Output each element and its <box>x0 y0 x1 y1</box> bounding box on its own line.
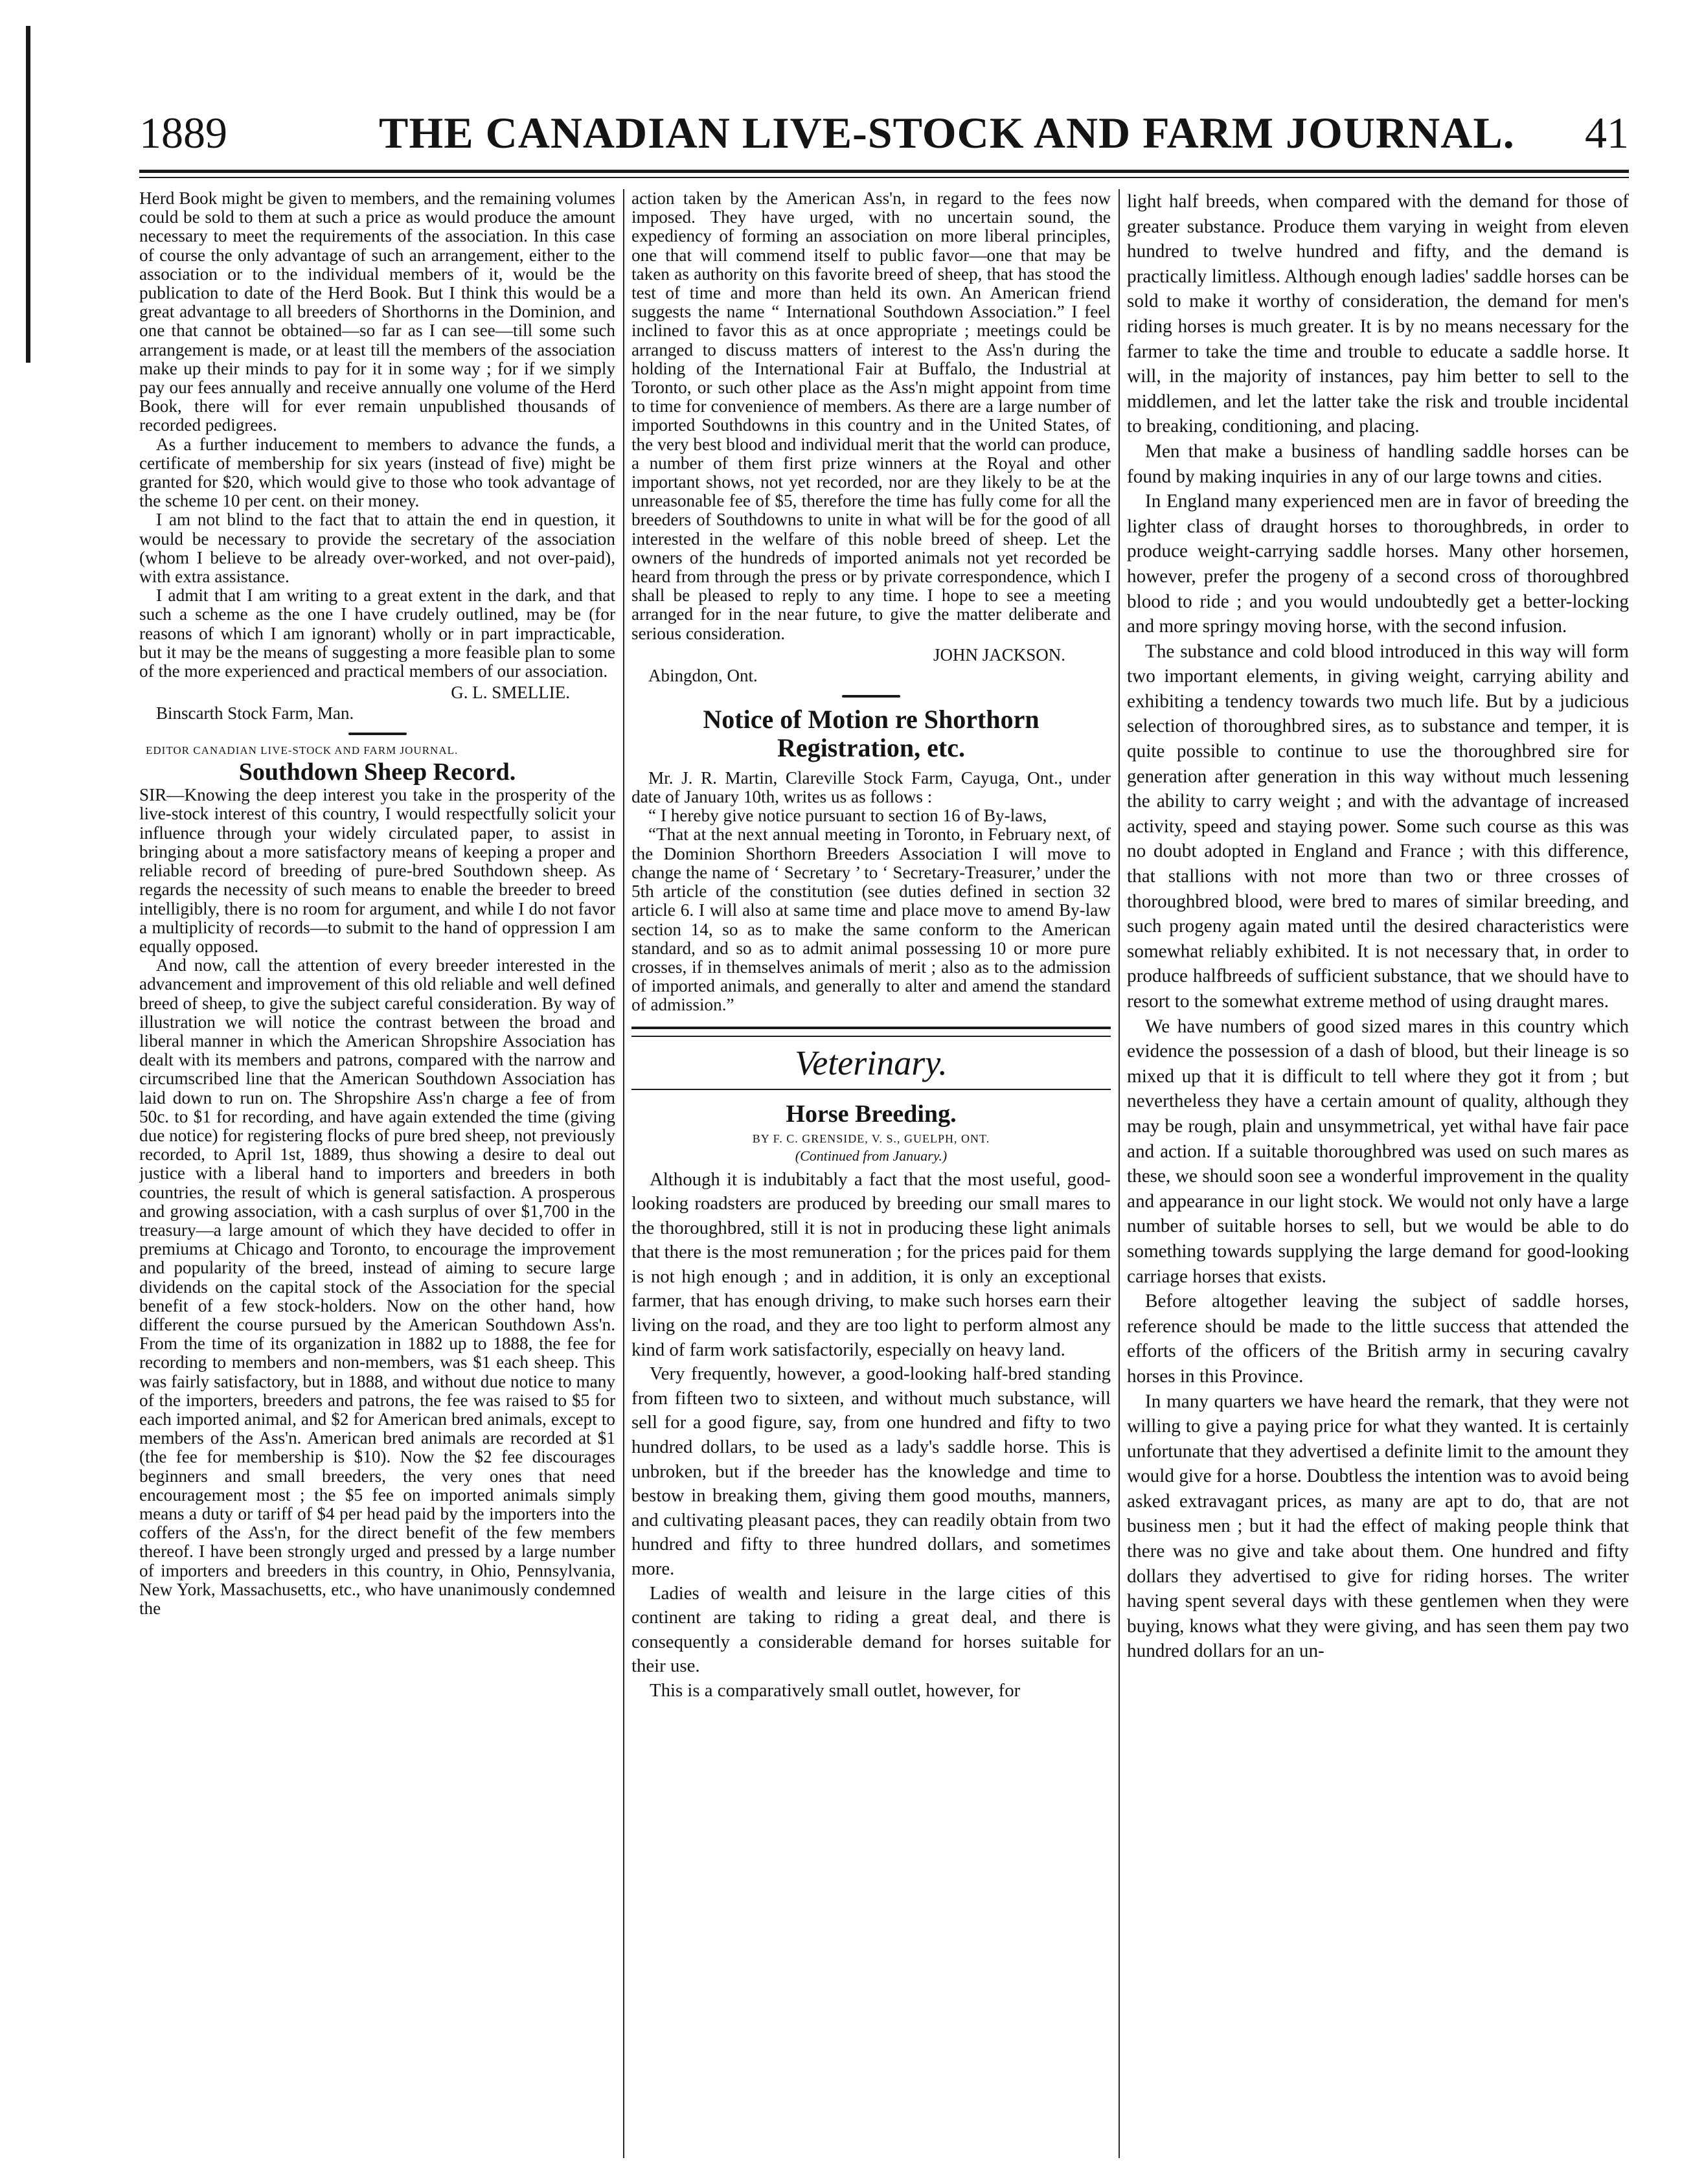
section-rule-top <box>631 1027 1111 1037</box>
paragraph: Ladies of wealth and leisure in the large cities of this continent are taking to riding a great deal, and there is consequently a considerable demand for horses suitable for their use. <box>631 1582 1111 1677</box>
paragraph: As a further inducement to members to advance the funds, a certificate of membership for six years (instead of five) might be granted for $20, which would give to those who took advantage of the scheme 10 per cent. on their money. <box>139 434 615 511</box>
letter-place: Binscarth Stock Farm, Man. <box>156 703 354 723</box>
section-rule-bottom <box>631 1089 1111 1090</box>
paragraph: Herd Book might be given to members, and the remaining volumes could be sold to them at such a price as would produce the amount necessary to meet the requirements of the association. In this case of course the only advantage of such an arrangement, either to the association or to the individual members of it, would be the publication to date of the Herd Book. But I think this would be a great advantage to all breeders of Shorthorns in the Dominion, and one that cannot be obtained—so far as I can see—till some such arrangement is made, or at least till the members of the association make up their minds to pay for it in some way ; for if we simply pay our fees annually and receive annually one volume of the Herd Book, there will for ever remain unpublished thousands of recorded pedigrees. <box>139 189 615 435</box>
letter-place: Abingdon, Ont. <box>648 665 758 685</box>
article-divider <box>842 695 900 698</box>
paragraph: SIR—Knowing the deep interest you take in the prosperity of the live-stock interest of this country, I would respectfully solicit your influence through your widely circulated paper, to assist in bringing about a more satisfactory means of keeping a proper and reliable record of breeding of pure-bred Southdown sheep. As regards the necessity of such means to enable the breeder to breed intelligibly, there is no room for argument, and while I do not favor a multiplicity of records—to submit to the hand of oppression I am equally opposed. <box>139 785 615 956</box>
notice-body <box>631 769 1111 1015</box>
masthead-rule-thin <box>139 177 1629 178</box>
column-rule-2 <box>1119 189 1120 2158</box>
paragraph: “That at the next annual meeting in Toronto, in February next, of the Dominion Shorthorn Breeders Association I will move to change the name of ‘ Secretary ’ to ‘ Secretary-Treasurer,’ under the 5th article of the constitution (see duties defined in section 32 article 6. I will also at same time and place move to amend By-law section 14, so as to make the same conform to the American standard, and so as to admit animal possessing 10 or more pure crosses, if in themselves animals of merit ; also as to the admission of imported animals, and generally to alter and amend the standard of admission.” <box>631 825 1111 1015</box>
paragraph: Although it is indubitably a fact that the most useful, good-looking roadsters are produced by breeding our small mares to the thoroughbred, still it is not in producing these light animals that there is the most remuneration ; for the prices paid for them is not high enough ; and in addition, it is only an exceptional farmer, that has enough driving, to make such horses earn their living on the road, and they are too light to perform almost any kind of farm work satisfactorily, especially on heavy land. <box>631 1168 1111 1360</box>
paragraph: Before altogether leaving the subject of saddle horses, reference should be made to the little success that attended the efforts of the officers of the British army in securing cavalry horses in this Province. <box>1127 1291 1629 1387</box>
binding-edge-rule <box>26 26 30 363</box>
paragraph: “ I hereby give notice pursuant to section 16 of By-laws, <box>648 806 1047 826</box>
paragraph: In England many experienced men are in favor of breeding the lighter class of draught horses to thoroughbreds, in order to produce weight-carrying saddle horses. Many other horsemen, however, prefer the progeny of a second cross of thoroughbred blood to ride ; and you would undoubtedly get a better-locking and more springy moving horse, with the second infusion. <box>1127 491 1629 637</box>
paragraph: Very frequently, however, a good-looking half-bred standing from fifteen two to sixteen, and without much substance, will sell for a good figure, say, from one hundred and fifty to two hundred dollars, to be used as a lady's saddle horse. This is unbroken, but if the breeder has the knowledge and time to bestow in breaking them, giving them good mouths, manners, and cultivating pleasant paces, they can readily obtain from two hundred and fifty to three hundred dollars, and sometimes more. <box>631 1363 1111 1580</box>
horse-breeding-body <box>631 1168 1111 1703</box>
paragraph: We have numbers of good sized mares in this country which evidence the possession of a dash of blood, but their lineage is so mixed up that it is difficult to tell where they got it from ; but nevertheless they have a certain amount of quality, although they may be rough, plain and unsymmetrical, yet withal have fair pace and action. If a suitable thoroughbred was used on such mares as these, we should soon see a wonderful improvement in the quality and appearance in our light stock. We would not only have a large number of suitable horses to sell, but we would be able to do something towards supplying the large demand for good-looking carriage horses that exists. <box>1127 1016 1629 1287</box>
continued-note: (Continued from January.) <box>795 1147 948 1164</box>
masthead-rule-thick <box>139 170 1629 173</box>
section-title-veterinary: Veterinary. <box>795 1043 948 1082</box>
paragraph: And now, call the attention of every breeder interested in the advancement and improvement of this old reliable and well defined breed of sheep, to give the subject careful consideration. By way of illustration we will notice the contrast between the broad and liberal manner in which the American Shropshire Association has dealt with its members and patrons, compared with the narrow and circumscribed line that the American Southdown Association has laid down to run on. The Shropshire Ass'n charge a fee of from 50c. to $1 for recording, and have again extended the time (giving due notice) for registering flocks of pure bred sheep, not previously recorded, to April 1st, 1889, thus showing a desire to deal out justice with a liberal hand to importers and breeders in both countries, the result of which is general satisfaction. A prosperous and growing association, with a cash surplus of over $1,700 in the treasury—a large amount of which they have decided to offer in premiums at Chicago and Toronto, to encourage the improvement and popularity of the breed, instead of aiming to secure large dividends on the capital stock of the Association for the special benefit of a few stock-holders. Now on the other hand, how different the course pursued by the American Southdown Ass'n. From the time of its organization in 1882 up to 1888, the fee for recording to members and non-members, was $1 each sheep. This was fairly satisfactory, but in 1888, and without due notice to many of the importers, breeders and patrons, the fee was raised to $5 for each imported animal, and $2 for American bred animals, except to members of the Ass'n. American bred animals are recorded at $1 (the fee for membership is $10). Now the $2 fee discourages beginners and small breeders, the very ones that need encouragement most ; the $5 fee on imported animals simply means a duty or tariff of $4 per head paid by the importers into the coffers of the Ass'n, for the direct benefit of the few members thereof. I have been strongly urged and pressed by a large number of importers and breeders in this country, in Ohio, Pennsylvania, New York, Massachusetts, etc., who have unanimously condemned the <box>139 955 615 1619</box>
article-title-southdown: Southdown Sheep Record. <box>238 758 516 786</box>
paragraph: This is a comparatively small outlet, however, for <box>650 1679 1021 1701</box>
masthead-year: 1889 <box>139 108 227 157</box>
article-title-horse-breeding: Horse Breeding. <box>786 1100 957 1128</box>
letter-signature: G. L. SMELLIE. <box>451 683 570 703</box>
letter-signature: JOHN JACKSON. <box>933 644 1065 665</box>
masthead-title: THE CANADIAN LIVE-STOCK AND FARM JOURNAL. <box>379 108 1515 157</box>
letter-herd-book-end <box>139 189 615 723</box>
paragraph: The substance and cold blood introduced in this way will form two important elements, in giving weight, carrying ability and exhibiting a tendency towards two much life. But by a judicious selection of thoroughbred sires, as to substance and temper, it is quite possible to continue to use the thoroughbred sire for generation after generation in this way without much lessening the ability to carry weight ; and with the advantage of increased activity, speed and staying power. Some such course as this was no doubt adopted in England and France ; with this difference, that stallions with not more than two or three crosses of thoroughbred blood, were bred to mares of similar breeding, and such progeny again mated until the desired characteristics were somewhat reliably exhibited. It is not necessary that, in order to produce halfbreeds of sufficient substance, that we should have to resort to the somewhat extreme method of using draught mares. <box>1127 641 1629 1012</box>
southdown-letter-continued <box>631 189 1111 686</box>
column-3 <box>1127 189 1629 2158</box>
column-2 <box>631 189 1111 2158</box>
article-byline: BY F. C. GRENSIDE, V. S., GUELPH, ONT. <box>752 1132 990 1145</box>
editor-address-line: EDITOR CANADIAN LIVE-STOCK AND FARM JOURNAL. <box>146 744 459 757</box>
column-rule-1 <box>623 189 624 2158</box>
article-divider <box>348 733 407 735</box>
paragraph: I am not blind to the fact that to attain the end in question, it would be necessary to provide the secretary of the association (whom I believe to be already over-worked, and not over-paid), with extra assistance. <box>139 510 615 587</box>
paragraph: I admit that I am writing to a great extent in the dark, and that such a scheme as the one I have crudely outlined, may be (for reasons of which I am ignorant) wholly or in part impracticable, but it may be the means of suggesting a more feasible plan to some of the more experienced and practical members of our association. <box>139 586 615 681</box>
paragraph: light half breeds, when compared with the demand for those of greater substance. Produce them varying in weight from eleven hundred to twelve hundred and fifty, and the demand is practically limitless. Although enough ladies' saddle horses can be sold to make it worthy of consideration, the demand for men's riding horses is much greater. It is by no means necessary for the farmer to take the time and trouble to educate a saddle horse. It will, in the majority of instances, pay him better to sell to the middlemen, and let the latter take the risk and trouble incidental to breaking, conditioning, and placing. <box>1127 191 1629 437</box>
column-1 <box>139 189 615 2158</box>
paragraph: Men that make a business of handling saddle horses can be found by making inquiries in any of our large towns and cities. <box>1127 440 1629 487</box>
page-number: 41 <box>1585 108 1629 157</box>
paragraph: In many quarters we have heard the remark, that they were not willing to give a paying price for what they wanted. It is certainly unfortunate that they advertised a definite limit to the amount they would give for a horse. Doubtless the intention was to avoid being asked extravagant prices, as many are apt to do, that are not business men ; but it had the effect of making people think that there was no give and take about them. One hundred and fifty dollars they advertised to give for riding horses. The writer having spent several days with these gentlemen when they were buying, knows what they were giving, and has seen them pay two hundred dollars for an un- <box>1127 1391 1629 1662</box>
paragraph: action taken by the American Ass'n, in regard to the fees now imposed. They have urged, with no uncertain sound, the expediency of forming an association on more liberal principles, one that will commend itself to public favor—one that may be taken as authority on this favorite breed of sheep, that has stood the test of time and more than held its own. An American friend suggests the name “ International Southdown Association.” I feel inclined to favor this as at once appropriate ; meetings could be arranged to discuss matters of interest to the Ass'n during the holding of the International Fair at Buffalo, the Industrial at Toronto, or such other place as the Ass'n might appoint from time to time for convenience of members. As there are a large number of imported Southdowns in this country and in the United States, of the very best blood and individual merit that the world can produce, a number of them first prize winners at the Royal and other important shows, not yet recorded, nor are they likely to be at the unreasonable fee of $5, therefore the time has fully come for all the breeders of Southdowns to unite in what will be for the good of all interested in the welfare of this noble breed of sheep. Let the owners of the hundreds of imported animals not yet recorded be heard from through the press or by private correspondence, which I shall be pleased to reply to any time. I hope to see a meeting arranged for in the near future, to give the matter deliberate and serious consideration. <box>631 189 1111 643</box>
article-title-notice-of-motion: Notice of Motion re Shorthorn Registration, etc. <box>703 704 1040 762</box>
masthead <box>139 104 1629 168</box>
paragraph: Mr. J. R. Martin, Clareville Stock Farm, Cayuga, Ont., under date of January 10th, writes us as follows : <box>631 768 1111 807</box>
